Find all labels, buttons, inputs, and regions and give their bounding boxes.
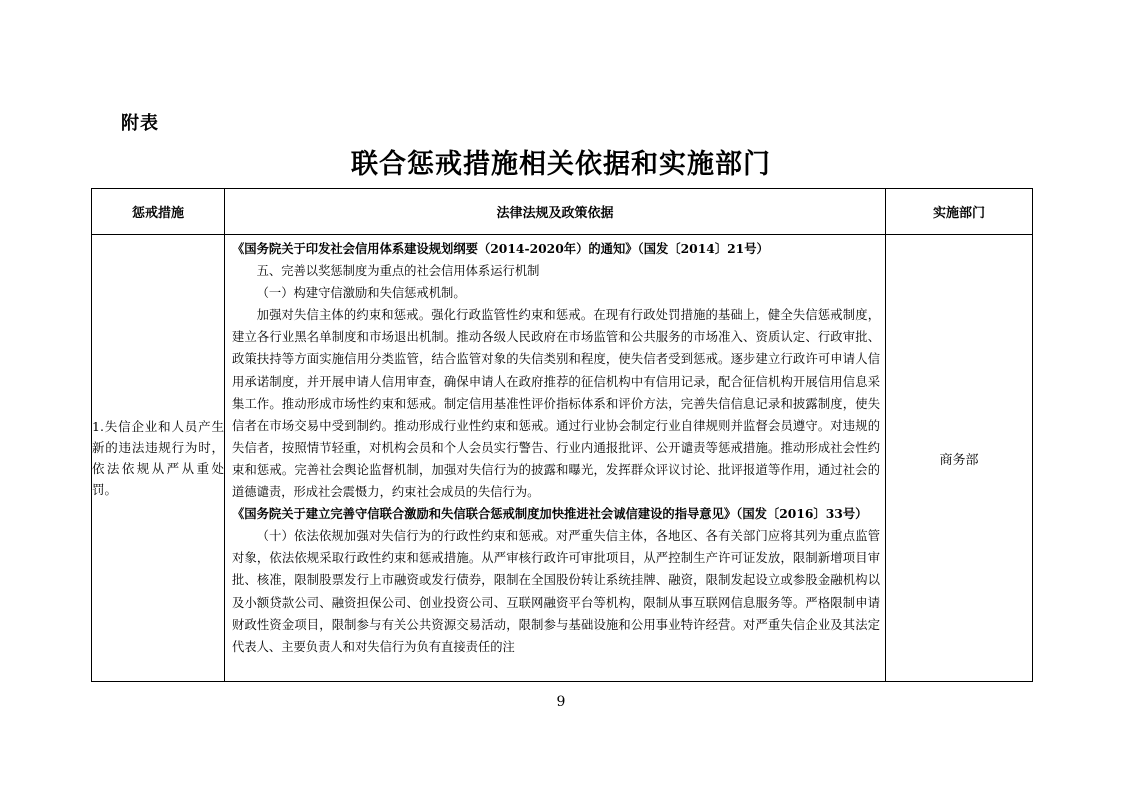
header-basis: 法律法规及政策依据: [225, 189, 886, 235]
basis-text: [225, 235, 885, 681]
basis-doc-title: 《国务院关于建立完善守信联合激励和失信联合惩戒制度加快推进社会诚信建设的指导意见》（国发〔2016〕33号）: [232, 506, 868, 522]
table-header-row: [92, 189, 1033, 235]
basis-paragraph: 加强对失信主体的约束和惩戒。强化行政监管性约束和惩戒。在现有行政处罚措施的基础上，健全失信惩戒制度，建立各行业黑名单制度和市场退出机制。推动各级人民政府在市场监管和公共服务的市场准入、资质认定、行政审批、政策扶持等方面实施信用分类监管，结合监管对象的失信类别和程度，使失信者受到惩戒。逐步建立行政许可申请人信用承诺制度，并开展申请人信用审查，确保申请人在政府推荐的征信机构中有信用记录，配合征信机构开展信用信息采集工作。推动形成市场性约束和惩戒。制定信用基准性评价指标体系和评价方法，完善失信信息记录和披露制度，使失信者在市场交易中受到制约。推动形成行业性约束和惩戒。通过行业协会制定行业自律规则并监督会员遵守。对违规的失信者，按照情节轻重，对机构会员和个人会员实行警告、行业内通报批评、公开谴责等惩戒措施。推动形成社会性约束和惩戒。完善社会舆论监督机制，加强对失信行为的披露和曝光，发挥群众评议讨论、批评报道等作用，通过社会的道德谴责，形成社会震慑力，约束社会成员的失信行为。: [232, 308, 880, 500]
header-dept: 实施部门: [886, 189, 1033, 235]
dept-cell: 商务部: [886, 235, 1033, 682]
basis-cell: [225, 235, 886, 682]
basis-paragraph: （一）构建守信激励和失信惩戒机制。: [256, 286, 466, 301]
table-row: [92, 235, 1033, 682]
basis-paragraph: （十）依法依规加强对失信行为的行政性约束和惩戒。对严重失信主体，各地区、各有关部门应将其列为重点监管对象，依法依规采取行政性约束和惩戒措施。从严审核行政许可审批项目，从严控制生产许可证发放，限制新增项目审批、核准，限制股票发行上市融资或发行债券，限制在全国股份转让系统挂牌、融资，限制发起设立或参股金融机构以及小额贷款公司、融资担保公司、创业投资公司、互联网融资平台等机构，限制从事互联网信息服务等。严格限制申请财政性资金项目，限制参与有关公共资源交易活动，限制参与基础设施和公用事业特许经营。对严重失信企业及其法定代表人、主要负责人和对失信行为负有直接责任的注: [232, 529, 880, 654]
basis-paragraph: 五、完善以奖惩制度为重点的社会信用体系运行机制: [256, 264, 540, 279]
header-measure: 惩戒措施: [92, 189, 225, 235]
page-title: 联合惩戒措施相关依据和实施部门: [351, 149, 771, 180]
measure-cell: 1.失信企业和人员产生新的违法违规行为时，依法依规从严从重处罚。: [92, 235, 225, 682]
measures-table: [91, 188, 1033, 682]
page-number: 9: [556, 694, 566, 710]
basis-doc-title: 《国务院关于印发社会信用体系建设规划纲要（2014-2020年）的通知》（国发〔2014〕21号）: [232, 241, 769, 256]
appendix-label: 附表: [121, 113, 159, 134]
